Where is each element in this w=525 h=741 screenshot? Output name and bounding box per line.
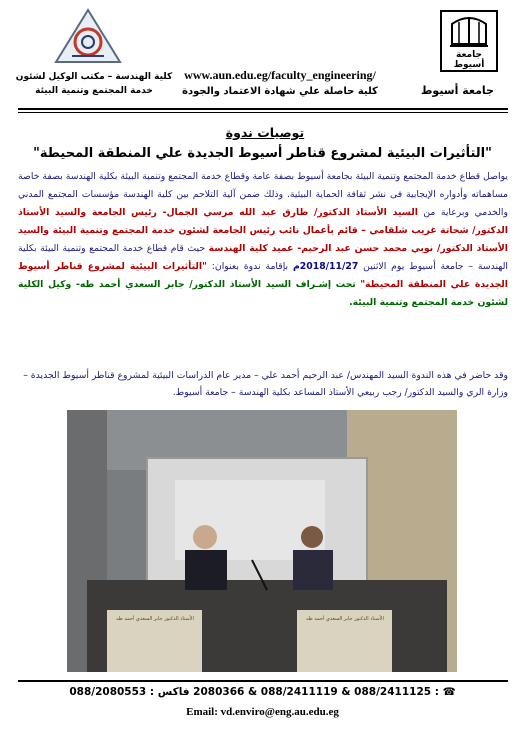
faculty-logo <box>52 8 124 64</box>
center-header <box>160 68 400 97</box>
para1-date: 2018/11/27م <box>292 261 359 272</box>
para1-sponsors: السيد الأستاذ الدكتور/ طارق عبد الله مرسي الجمال- رئيس الجامعة والسيد الأستاذ الدكتور/ شحاتة غريب شلقامي – قائم بأعمال نائب رئيس الجامعة لشئون خدمة المجتمع وتنمية البيئة والسيد الأستاذ الدكتور/ نوبي محمد حسن عبد الرحيم- عميد كلية الهندسة <box>18 207 508 254</box>
body-paragraph-1 <box>18 168 508 312</box>
website-url[interactable]: www.aun.edu.eg/faculty_engineering/ <box>184 68 376 82</box>
header-divider <box>18 108 508 110</box>
footer-divider <box>18 680 508 682</box>
body-paragraph-2: وقد حاضر في هذه الندوة السيد المهندس/ عبد الرحيم أحمد علي – مدير عام الدراسات البيئية لمشروع قناطر أسيوط الجديدة – وزارة الري والسيد الدكتور/ رجب ربيعي الأستاذ المساعد بكلية الهندسة – جامعة أسيوط. <box>23 370 508 398</box>
accreditation-text: كلية حاصلة علي شهادة الاعتماد والجودة <box>182 86 378 97</box>
para1-intro: يواصل قطاع خدمة المجتمع وتنمية البيئة بجامعة أسيوط بصفة عامة وقطاع خدمة المجتمع وتنمية البيئة بكلية الهندسة بصفة خاصة مساهماته وأدواره الإيجابية فى نشر ثقافة الحماية البيئية. وذلك ضمن آلية التلاحم بين كلية الهندسة مؤسسات المجتمع المدني والخدمي وبرعاية من <box>18 171 508 218</box>
seminar-photo <box>67 410 457 672</box>
doc-subtitle: "التأثيرات البيئية لمشروع قناطر أسيوط الجديدة علي المنطقة المحيطة" <box>33 146 492 161</box>
footer-email[interactable]: Email: vd.enviro@eng.au.edu.eg <box>186 706 339 718</box>
university-logo <box>440 10 498 72</box>
name-plate-right: الأستاذ الدكتور جابر السعدي أحمد طه <box>306 616 384 622</box>
para1-seminar-title: "التأثيرات البيئية لمشروع قناطر أسيوط الجديدة علي المنطقة المحيطة" <box>18 261 508 290</box>
office-header <box>14 70 174 98</box>
office-line-2: خدمة المجتمع وتنمية البيئة <box>35 86 153 96</box>
logo-caption: جامعة أسيوط <box>453 50 485 70</box>
footer-phones: ☎ : 088/2411125 & 088/2411119 & 2080366 فاكس : 088/2080553 <box>69 686 456 698</box>
para1-event: حيث قام قطاع خدمة المجتمع وتنمية البيئة بكلية الهندسة – جامعة أسيوط يوم الاثنين <box>18 243 508 272</box>
para1-supervisor: تحت إشـراف السيد الأستاذ الدكتور/ جابر السعدي أحمد طه- وكيل الكلية لشئون خدمة المجتمع وتنمية البيئة. <box>18 279 508 308</box>
para1-titled: بإقامة ندوة بعنوان: <box>211 261 289 272</box>
header-divider-thin <box>18 112 508 113</box>
name-plate-left: الأستاذ الدكتور جابر السعدي أحمد طه <box>116 616 194 622</box>
doc-title: توصيات ندوة <box>225 125 305 140</box>
office-line-1: كلية الهندسة – مكتب الوكيل لشئون <box>15 72 173 82</box>
university-name: جامعة أسيوط <box>421 84 494 97</box>
